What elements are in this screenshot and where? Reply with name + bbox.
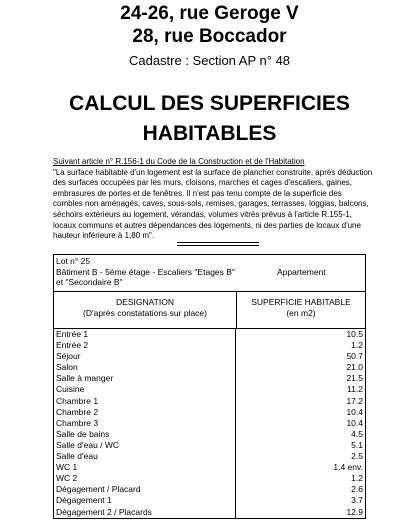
- lot-building: Bâtiment B - 5ème étage - Escaliers "Etages B": [56, 266, 235, 277]
- table-row: [54, 362, 365, 373]
- table-row: [54, 329, 365, 340]
- table-row: [54, 351, 365, 362]
- room-name: WC 2: [54, 473, 236, 484]
- table-row: [54, 495, 365, 506]
- room-name: Chambre 3: [54, 418, 236, 429]
- table-row: [54, 440, 365, 451]
- surface-table: [53, 254, 366, 519]
- room-surface: 5.1: [351, 439, 363, 450]
- room-name: Séjour: [54, 351, 236, 362]
- room-surface: 4.5: [351, 428, 363, 439]
- room-name: Dégagement / Placard: [54, 484, 236, 495]
- lot-stairs: et "Secondaire B": [56, 277, 123, 287]
- room-name: Cuisine: [54, 384, 236, 395]
- room-surface: 2.5: [351, 451, 363, 462]
- surface-header: SUPERFICIE HABITABLE (en m2): [251, 297, 351, 318]
- room-surface: 1.4 env.: [333, 462, 363, 473]
- room-name: Chambre 1: [54, 396, 236, 407]
- page-title: CALCUL DES SUPERFICIES HABITABLES: [69, 92, 350, 145]
- room-name: Dégagement 1: [54, 495, 236, 506]
- room-surface: 21.5: [346, 373, 363, 384]
- table-row: [54, 484, 365, 495]
- legal-reference: Suivant article n° R.156-1 du Code de la Construction et de l'Habitation: [53, 157, 305, 166]
- table-row: [54, 451, 365, 462]
- room-surface: 21.0: [346, 362, 363, 373]
- table-row: [54, 407, 365, 418]
- legal-text: "La surface habitable d'un logement est la surface de plancher construite, après déduction des surfaces occupées par les murs, cloisons, marches et cages d'escaliers, gaines, embrasures de portes et de fenêtres. Il n'est pas tenu compte de la superficie des combles non aménagés, caves, sous-sols, remises, garages, terrasses, loggias, balcons, séchoirs extérieurs au logement, vérandas, volumes vitrés prévus à l'article R.155-1, locaux communs et autres dépendances des logements, ni des parties de locaux d'une hauteur inférieure à 1,80 m".: [53, 167, 373, 241]
- table-row: [54, 418, 365, 429]
- room-surface: 3.7: [351, 495, 363, 506]
- table-row: [54, 384, 365, 395]
- room-name: Chambre 2: [54, 407, 236, 418]
- table-body: [54, 329, 365, 518]
- address-line-1: 24-26, rue Geroge V: [120, 3, 299, 24]
- legal-notice: [53, 157, 373, 242]
- lot-info: [54, 255, 365, 292]
- room-name: Salle d'eau: [54, 451, 236, 462]
- separator-line: [177, 245, 259, 246]
- address-line-2: 28, rue Boccador: [132, 26, 287, 47]
- room-surface: 17.2: [346, 395, 363, 406]
- lot-number: Lot n° 25: [56, 256, 91, 266]
- room-name: WC 1: [54, 462, 236, 473]
- room-name: Dégagement 2 / Placards: [54, 507, 236, 518]
- table-row: [54, 507, 365, 518]
- separator-line: [177, 242, 259, 243]
- table-row: [54, 373, 365, 384]
- room-name: Salle à manger: [54, 373, 236, 384]
- cadastre-reference: Cadastre : Section AP n° 48: [128, 53, 291, 68]
- room-surface: 10.4: [346, 406, 363, 417]
- lot-type: Appartement: [277, 267, 326, 277]
- room-surface: 50.7: [346, 351, 363, 362]
- room-surface: 10.5: [346, 329, 363, 339]
- room-name: Salle d'eau / WC: [54, 440, 236, 451]
- room-surface: 1.2: [351, 340, 363, 351]
- room-surface: 11.2: [347, 384, 363, 395]
- table-row: [54, 462, 365, 473]
- table-header: [54, 292, 365, 329]
- table-row: [54, 429, 365, 440]
- room-surface: 12.9: [346, 506, 363, 517]
- room-surface: 1.2: [351, 473, 363, 484]
- table-row: [54, 473, 365, 484]
- designation-header: DESIGNATION (D'après constatations sur place): [54, 292, 237, 328]
- room-surface: 10.4: [346, 417, 363, 428]
- room-surface: 2.6: [351, 484, 363, 495]
- room-name: Salon: [54, 362, 236, 373]
- table-row: [54, 396, 365, 407]
- room-name: Entrée 1: [54, 329, 236, 340]
- table-row: [54, 340, 365, 351]
- room-name: Salle de bains: [54, 429, 236, 440]
- room-name: Entrée 2: [54, 340, 236, 351]
